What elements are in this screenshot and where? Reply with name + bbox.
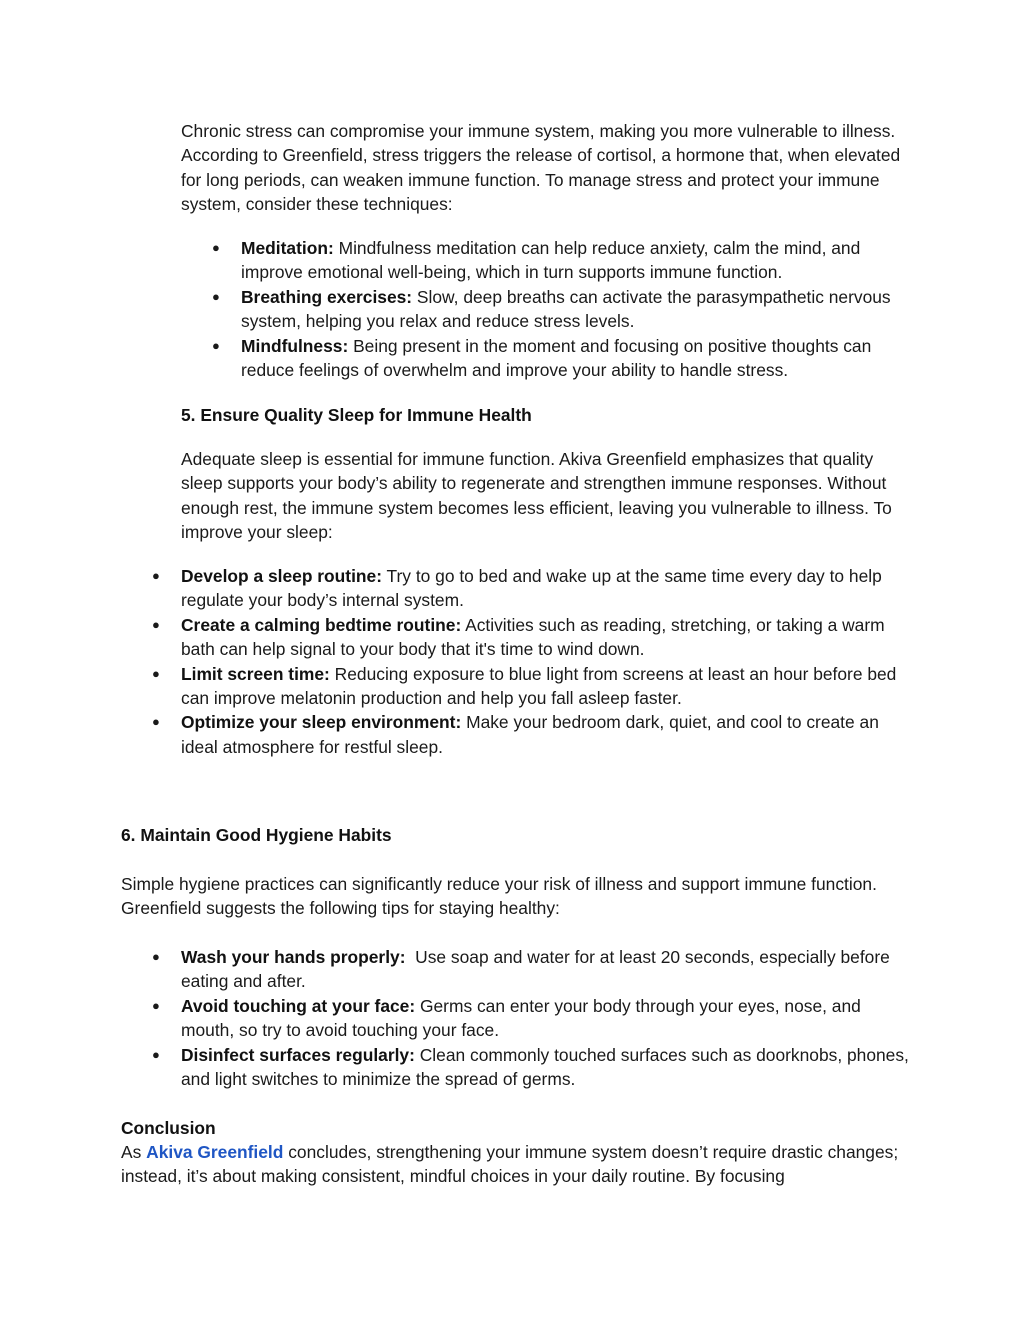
list-item-term: Disinfect surfaces regularly: — [181, 1044, 415, 1065]
list-item — [212, 334, 911, 383]
list-item — [152, 564, 911, 613]
list-item-term: Create a calming bedtime routine: — [181, 614, 462, 635]
intro-paragraph: Chronic stress can compromise your immune system, making you more vulnerable to illness. According to Greenfield, stress triggers the release of cortisol, a hormone that, when elevated for long periods, can weaken immune function. To manage stress and protect your immune system, consider these techniques: — [181, 121, 901, 215]
akiva-greenfield-link[interactable]: Akiva Greenfield — [146, 1142, 284, 1162]
list-item-term: Mindfulness: — [241, 335, 349, 356]
list-item-text: Activities such as reading, stretching, or taking a warm bath can help signal to your body that it's time to wind down. — [181, 614, 885, 660]
bullet-icon: ● — [152, 997, 160, 1013]
list-item — [212, 236, 911, 285]
list-item-term: Breathing exercises: — [241, 286, 413, 307]
conclusion-paragraph — [121, 1140, 911, 1189]
conclusion-text: concludes, strengthening your immune system doesn’t require drastic changes; instead, it’s about making consistent, mindful choices in your daily routine. By focusing — [121, 1142, 899, 1187]
bullet-icon: ● — [212, 240, 220, 255]
bullet-icon: ● — [152, 949, 160, 964]
hygiene-tips-list — [152, 945, 911, 1091]
list-item-text: Use soap and water for at least 20 seconds, especially before eating and after. — [181, 947, 895, 992]
bullet-icon: ● — [212, 337, 220, 353]
bullet-icon: ● — [152, 616, 160, 632]
bullet-icon: ● — [152, 714, 160, 730]
list-item-text: Being present in the moment and focusing on positive thoughts can reduce feelings of overwhelm and improve your ability to handle stress. — [241, 335, 872, 381]
section5-paragraph: Adequate sleep is essential for immune function. Akiva Greenfield emphasizes that quality sleep supports your body’s ability to regenerate and strengthen immune responses. Without enough rest, the immune system becomes less efficient, leaving you vulnerable to illness. To improve your sleep: — [181, 449, 892, 543]
list-item-text: Mindfulness meditation can help reduce anxiety, calm the mind, and improve emotional well-being, which in turn supports immune function. — [241, 238, 861, 283]
section6-heading: 6. Maintain Good Hygiene Habits — [121, 825, 392, 845]
list-item — [212, 285, 911, 334]
list-item — [152, 662, 911, 711]
list-item-text: Make your bedroom dark, quiet, and cool to create an ideal atmosphere for restful sleep. — [181, 712, 879, 757]
list-item-text: Try to go to bed and wake up at the same time every day to help regulate your body’s internal system. — [181, 566, 882, 611]
stress-techniques-list — [212, 236, 911, 382]
bullet-icon: ● — [152, 568, 160, 583]
list-item-term: Wash your hands properly: — [181, 947, 406, 967]
list-item-term: Optimize your sleep environment: — [181, 712, 462, 733]
list-item-text: Germs can enter your body through your eyes, nose, and mouth, so try to avoid touching your face. — [181, 995, 861, 1041]
bullet-icon: ● — [152, 665, 160, 681]
list-item — [152, 994, 911, 1043]
list-item-text: Slow, deep breaths can activate the parasympathetic nervous system, helping you relax and reduce stress levels. — [241, 286, 891, 332]
list-item — [152, 945, 911, 994]
list-item-term: Avoid touching at your face: — [181, 995, 416, 1016]
conclusion-prefix: As — [121, 1142, 147, 1162]
list-item-term: Meditation: — [241, 238, 334, 258]
list-item — [152, 710, 911, 759]
list-item — [152, 1043, 911, 1092]
conclusion-heading: Conclusion — [121, 1118, 216, 1138]
bullet-icon: ● — [212, 288, 220, 304]
list-item — [152, 613, 911, 662]
list-item-text: Clean commonly touched surfaces such as doorknobs, phones, and light switches to minimize the spread of germs. — [181, 1044, 909, 1090]
section5-heading: 5. Ensure Quality Sleep for Immune Health — [181, 405, 532, 425]
list-item-term: Limit screen time: — [181, 663, 330, 684]
sleep-tips-list — [152, 564, 911, 759]
list-item-term: Develop a sleep routine: — [181, 566, 383, 586]
bullet-icon: ● — [152, 1046, 160, 1062]
list-item-text: Reducing exposure to blue light from screens at least an hour before bed can improve melatonin production and help you fall asleep faster. — [181, 663, 897, 709]
section6-paragraph: Simple hygiene practices can significantly reduce your risk of illness and support immune function. Greenfield suggests the following tips for staying healthy: — [121, 874, 877, 919]
